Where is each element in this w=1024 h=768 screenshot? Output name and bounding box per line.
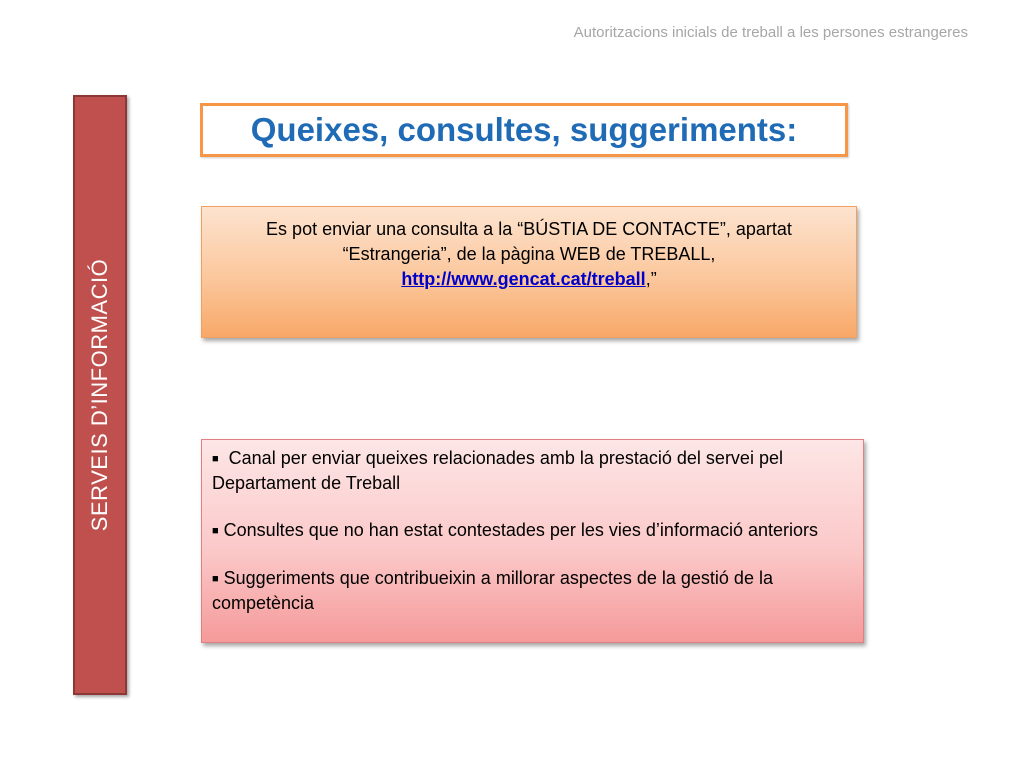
page-title: Queixes, consultes, suggeriments: (250, 111, 798, 148)
contact-link-line (202, 267, 856, 292)
list-item (212, 518, 853, 543)
title-box (200, 103, 848, 157)
contact-info-box (201, 206, 857, 338)
square-bullet-icon: ■ (212, 525, 219, 537)
square-bullet-icon: ■ (212, 573, 219, 585)
contact-line-2: “Estrangeria”, de la pàgina WEB de TREBALL, (342, 244, 716, 264)
contact-line-1: Es pot enviar una consulta a la “BÚSTIA DE CONTACTE”, apartat (266, 219, 792, 239)
section-sidebar (73, 95, 127, 695)
square-bullet-icon: ■ (212, 453, 219, 465)
slide-header: Autoritzacions inicials de treball a les persones estrangeres (573, 24, 968, 41)
list-item-text: Suggeriments que contribueixin a millorar aspectes de la gestió de la competència (212, 568, 773, 613)
list-item (212, 446, 853, 495)
sidebar-label: SERVEIS D’INFORMACIÓ (87, 258, 113, 532)
list-item-text: Canal per enviar queixes relacionades amb la prestació del servei pel Departament de Treball (212, 448, 783, 493)
list-item (212, 566, 853, 615)
contact-link-suffix: ,” (645, 269, 657, 289)
treball-link[interactable]: http://www.gencat.cat/treball (401, 269, 646, 289)
purpose-list-box (201, 439, 864, 643)
list-item-text: Consultes que no han estat contestades per les vies d’informació anteriors (223, 520, 818, 540)
